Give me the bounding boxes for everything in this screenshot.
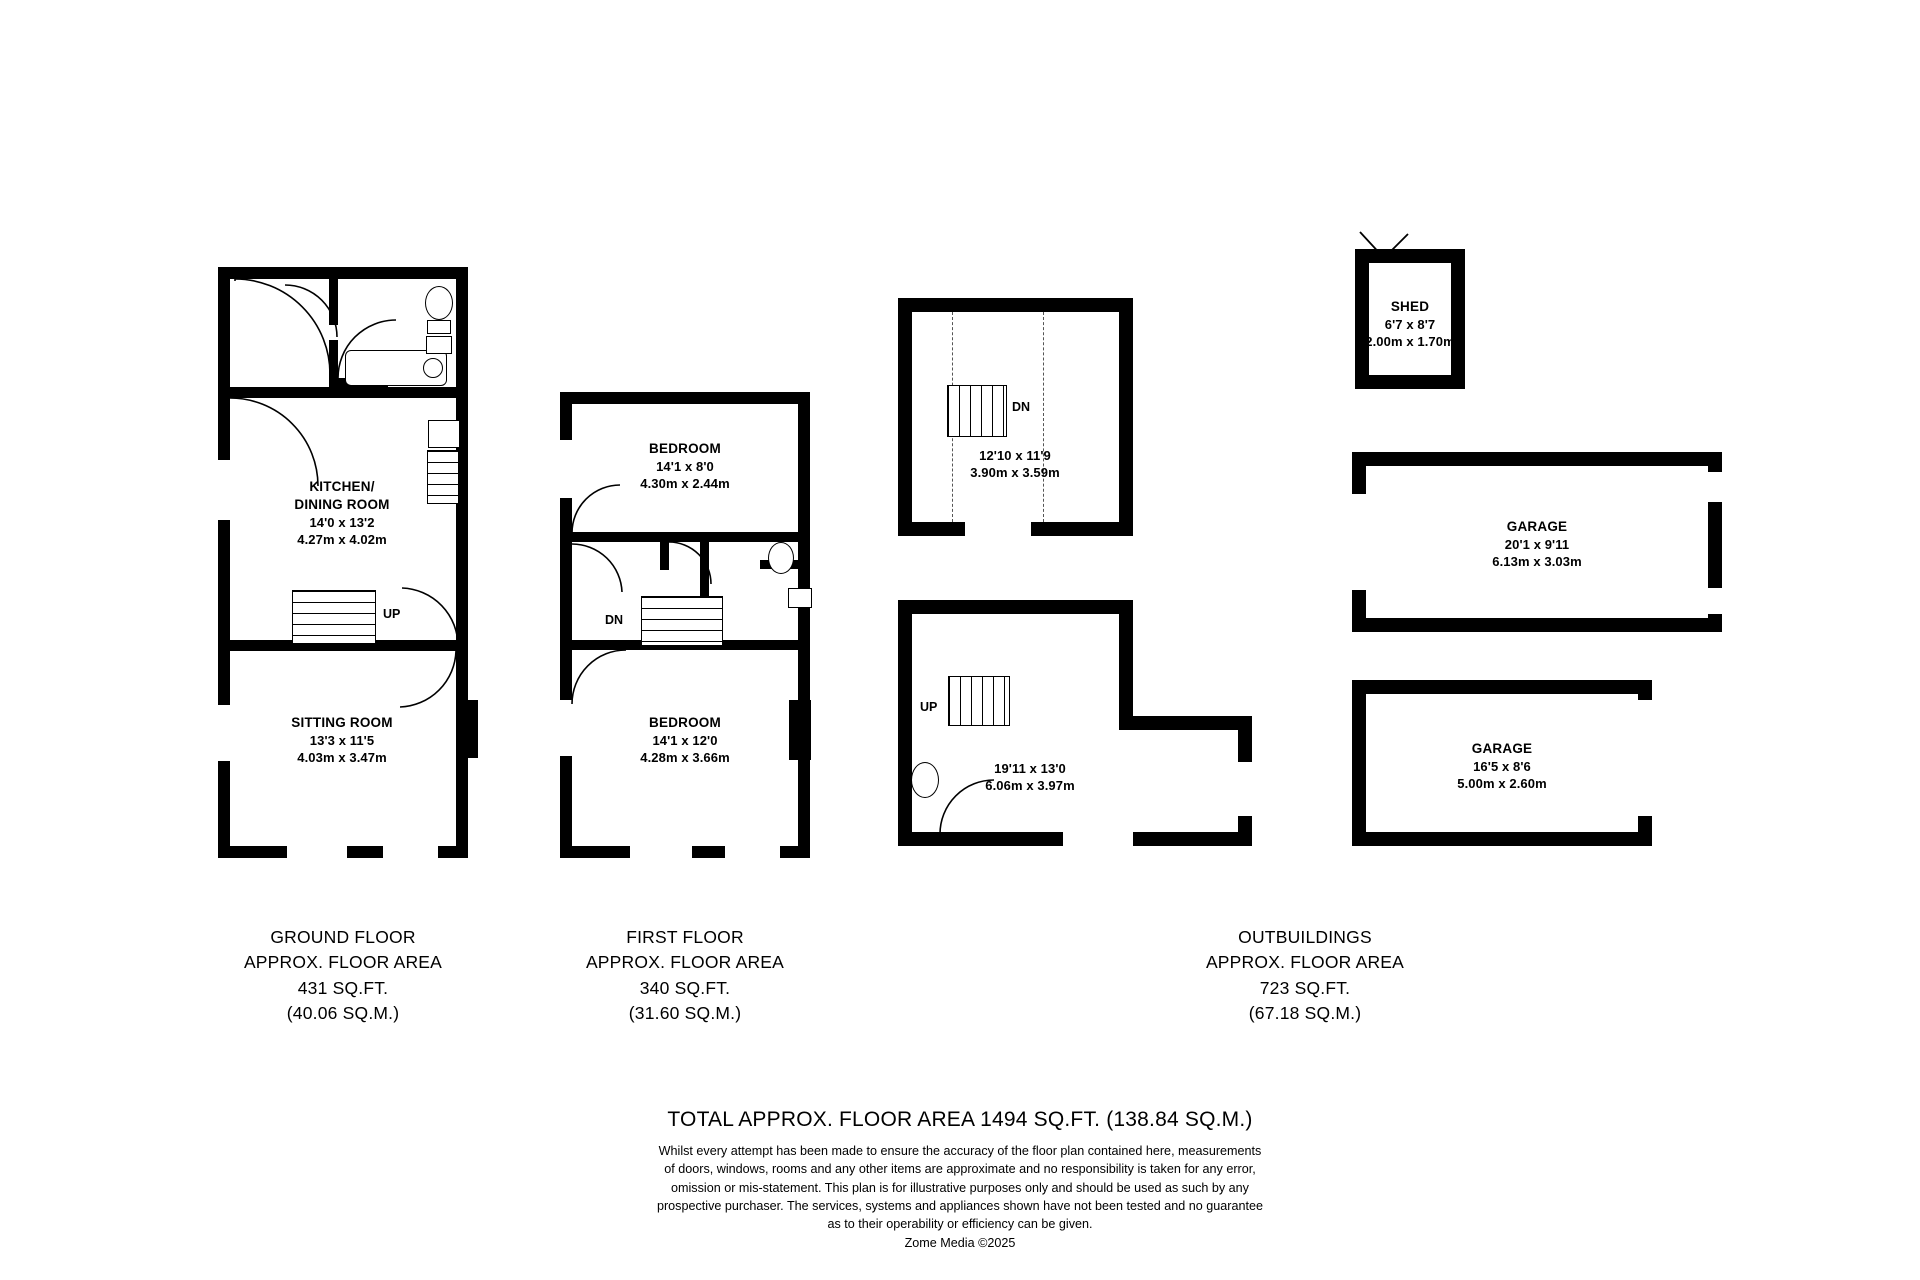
garage-door (1352, 494, 1366, 590)
room-name: KITCHEN/ (309, 479, 375, 494)
window (383, 846, 438, 858)
caption-first-floor (530, 925, 840, 1027)
toilet-icon (425, 286, 453, 320)
staircase-icon (641, 596, 723, 646)
wall (789, 700, 811, 760)
caption-line: APPROX. FLOOR AREA (243, 952, 443, 973)
wall (560, 392, 810, 404)
caption-line: FIRST FLOOR (626, 927, 744, 947)
room-dim-imperial: 6'7 x 8'7 (1384, 316, 1436, 332)
wall (1352, 680, 1652, 694)
window (560, 440, 572, 498)
disclaimer-line: prospective purchaser. The services, systems and appliances shown have not been tested and no guarantee (656, 1198, 1264, 1213)
room-name: GARAGE (1506, 519, 1568, 534)
window (218, 705, 230, 761)
caption-line: (31.60 SQ.M.) (628, 1003, 742, 1024)
window (218, 460, 230, 520)
disclaimer (580, 1142, 1340, 1233)
wall (1352, 832, 1652, 846)
window (560, 700, 572, 756)
room-label-bedroom-2 (585, 714, 785, 767)
staircase-icon (292, 590, 376, 644)
stair-down-tag: DN (1012, 400, 1031, 414)
room-name: BEDROOM (649, 715, 721, 730)
wall (1119, 716, 1252, 730)
wall (456, 267, 468, 387)
caption-line: 431 SQ.FT. (297, 977, 389, 998)
caption-ground-floor (188, 925, 498, 1027)
bath-drain-icon (423, 358, 443, 378)
staircase-icon (948, 676, 1010, 726)
wall (329, 340, 338, 388)
room-dim-imperial: 13'3 x 11'5 (309, 732, 375, 748)
wall (1119, 298, 1133, 536)
wall (1119, 600, 1133, 730)
room-label-garage-2 (1402, 740, 1602, 793)
door-swing-icon (669, 542, 713, 586)
room-dim-metric: 3.90m x 3.59m (970, 465, 1060, 481)
window (725, 846, 780, 858)
room-name: SHED (1390, 299, 1430, 314)
disclaimer-line: omission or mis-statement. This plan is for illustrative purposes only and should be used as such by any (671, 1180, 1249, 1195)
window (1708, 588, 1722, 614)
room-dim-imperial: 12'10 x 11'9 (979, 448, 1051, 463)
room-dim-imperial: 16'5 x 8'6 (1473, 758, 1531, 774)
cistern-icon (427, 320, 451, 334)
sink-icon (426, 336, 452, 354)
door-swing-icon (1360, 232, 1420, 266)
room-name: DINING ROOM (294, 496, 390, 512)
room-name: SITTING ROOM (291, 715, 393, 730)
room-dim-imperial: 14'0 x 13'2 (309, 514, 375, 530)
wall (798, 392, 810, 702)
sink-icon (788, 588, 812, 608)
window (1063, 832, 1133, 846)
caption-line: (40.06 SQ.M.) (286, 1003, 400, 1024)
wall (218, 387, 468, 398)
door-swing-icon (398, 651, 460, 713)
wall (1352, 618, 1722, 632)
room-dim-imperial: 14'1 x 8'0 (656, 458, 714, 474)
room-dim-imperial: 19'11 x 13'0 (994, 761, 1066, 776)
window (287, 846, 347, 858)
room-dim-metric: 4.03m x 3.47m (297, 750, 387, 766)
room-dim-metric: 6.13m x 3.03m (1492, 554, 1582, 570)
wall (898, 298, 1133, 312)
room-label-outbuilding-upper (915, 447, 1115, 482)
wall (898, 600, 1133, 614)
room-label-bedroom-1 (585, 440, 785, 493)
room-name: BEDROOM (649, 441, 721, 456)
disclaimer-line: of doors, windows, rooms and any other items are approximate and no responsibility is taken for any error, (664, 1162, 1256, 1177)
door-swing-icon (572, 542, 628, 594)
caption-line: GROUND FLOOR (270, 927, 416, 947)
staircase-icon (947, 385, 1007, 437)
room-dim-metric: 4.28m x 3.66m (640, 750, 730, 766)
garage-door (1638, 700, 1652, 816)
wall (898, 600, 912, 846)
caption-line: 340 SQ.FT. (639, 977, 731, 998)
caption-line: 723 SQ.FT. (1259, 977, 1351, 998)
room-dim-metric: 4.30m x 2.44m (640, 476, 730, 492)
door-swing-icon (572, 650, 632, 706)
window (965, 522, 1031, 536)
room-label-sitting-room (242, 714, 442, 767)
wall (1352, 452, 1722, 466)
room-dim-metric: 5.00m x 2.60m (1457, 776, 1547, 792)
disclaimer-line: as to their operability or efficiency can be given. (827, 1217, 1093, 1231)
stair-up-tag: UP (383, 607, 401, 621)
window (1238, 762, 1252, 816)
room-label-outbuilding-lower (925, 760, 1135, 795)
door-swing-icon (285, 285, 343, 343)
room-dim-imperial: 20'1 x 9'11 (1504, 536, 1570, 552)
caption-line: APPROX. FLOOR AREA (585, 952, 785, 973)
wall (660, 542, 669, 570)
caption-outbuildings (1150, 925, 1460, 1027)
caption-line: APPROX. FLOOR AREA (1205, 952, 1405, 973)
disclaimer-line: Whilst every attempt has been made to ensure the accuracy of the floor plan contained here, measurements (658, 1144, 1262, 1158)
window (1708, 472, 1722, 502)
total-floor-area: TOTAL APPROX. FLOOR AREA 1494 SQ.FT. (138.84 SQ.M.) (667, 1108, 1253, 1131)
joist-line (1043, 312, 1044, 522)
wall (218, 267, 230, 858)
room-dim-metric: 4.27m x 4.02m (297, 532, 387, 548)
room-label-kitchen-dining (242, 478, 442, 548)
door-swing-icon (398, 586, 460, 648)
wall (1355, 375, 1465, 389)
room-label-garage-1 (1437, 518, 1637, 571)
wall (1352, 680, 1366, 846)
kitchen-sink-icon (428, 420, 460, 448)
room-name: GARAGE (1471, 741, 1533, 756)
caption-line: OUTBUILDINGS (1238, 927, 1372, 947)
stair-down-tag: DN (605, 613, 624, 627)
toilet-icon (768, 542, 794, 574)
publisher-credit: Zome Media ©2025 (904, 1236, 1016, 1250)
stair-up-tag: UP (920, 700, 938, 714)
caption-line: (67.18 SQ.M.) (1248, 1003, 1362, 1024)
room-dim-metric: 6.06m x 3.97m (985, 778, 1075, 794)
wall (898, 298, 912, 536)
room-label-shed (1315, 298, 1505, 351)
room-dim-imperial: 14'1 x 12'0 (652, 732, 718, 748)
wall (218, 267, 468, 279)
room-dim-metric: 2.00m x 1.70m (1365, 334, 1455, 350)
window (630, 846, 692, 858)
